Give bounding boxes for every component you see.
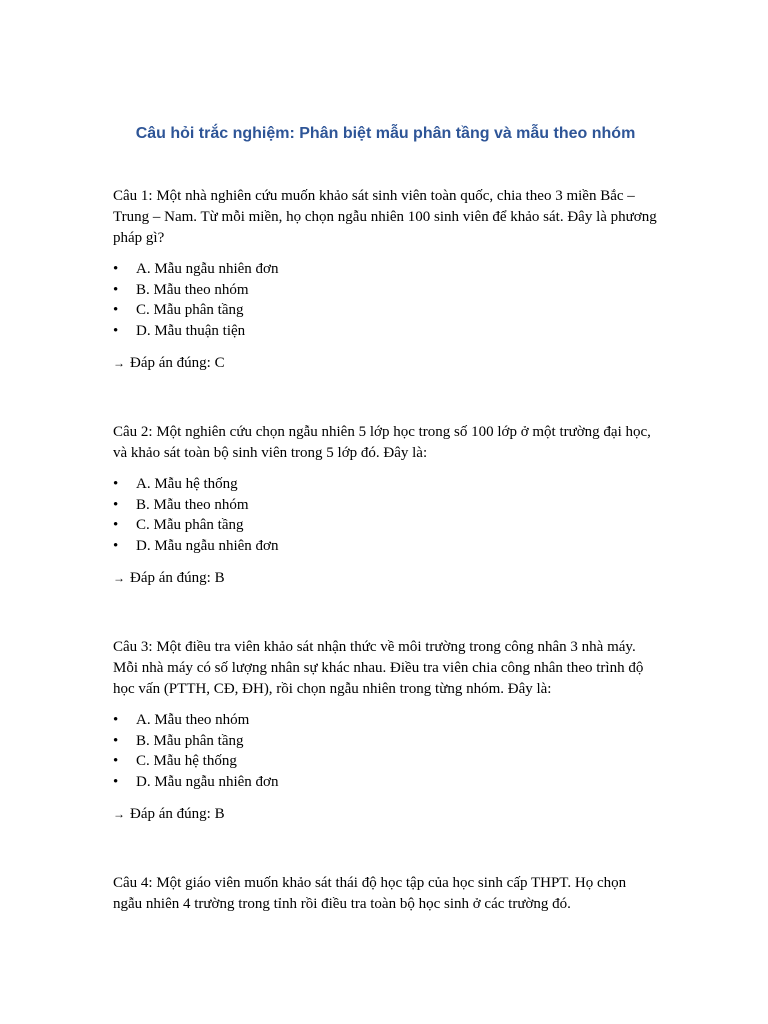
option-b [113, 495, 658, 516]
bullet-icon: • [113, 476, 119, 492]
option-label: D. Mẫu ngẫu nhiên đơn [136, 537, 279, 554]
option-a [113, 259, 658, 280]
option-label: C. Mẫu phân tầng [136, 517, 244, 533]
option-label: A. Mẫu ngẫu nhiên đơn [136, 261, 279, 277]
options-list [113, 710, 658, 792]
option-c [113, 751, 658, 772]
option-label: A. Mẫu theo nhóm [136, 712, 250, 728]
question-text: Câu 3: Một điều tra viên khảo sát nhận thức về môi trường trong công nhân 3 nhà máy. Mỗi nhà máy có số lượng nhân sự khác nhau. Điều tra viên chia công nhân theo trình độ học vấn (PTTH, CĐ, ĐH), rồi chọn ngẫu nhiên trong từng nhóm. Đây là: [113, 639, 644, 697]
question-3 [113, 637, 658, 825]
option-label: B. Mẫu theo nhóm [136, 496, 249, 513]
answer-text: Đáp án đúng: B [130, 570, 225, 586]
bullet-icon: • [113, 537, 119, 554]
question-text: Câu 1: Một nhà nghiên cứu muốn khảo sát sinh viên toàn quốc, chia theo 3 miền Bắc – Trung – Nam. Từ mỗi miền, họ chọn ngẫu nhiên 100 sinh viên để khảo sát. Đây là phương pháp gì? [113, 188, 657, 246]
answer-text: Đáp án đúng: C [130, 355, 225, 371]
option-d [113, 536, 658, 557]
option-label: C. Mẫu hệ thống [136, 753, 237, 769]
options-list [113, 259, 658, 341]
question-text: Câu 4: Một giáo viên muốn khảo sát thái độ học tập của học sinh cấp THPT. Họ chọn ngẫu nhiên 4 trường trong tỉnh rồi điều tra toàn bộ học sinh ở các trường đó. [113, 875, 627, 912]
option-c [113, 515, 658, 536]
arrow-right-icon: → [113, 356, 125, 370]
bullet-icon: • [113, 281, 119, 298]
question-2 [113, 422, 658, 589]
answer-line [113, 568, 658, 589]
question-1 [113, 186, 658, 374]
option-label: B. Mẫu phân tầng [136, 732, 244, 749]
question-4 [113, 873, 658, 915]
option-d [113, 321, 658, 342]
arrow-right-icon: → [113, 571, 125, 585]
option-a [113, 474, 658, 495]
bullet-icon: • [113, 773, 119, 790]
document-page [113, 120, 658, 925]
option-label: D. Mẫu ngẫu nhiên đơn [136, 773, 279, 790]
arrow-right-icon: → [113, 807, 125, 821]
bullet-icon: • [113, 496, 119, 513]
bullet-icon: • [113, 261, 119, 277]
option-label: C. Mẫu phân tầng [136, 302, 244, 318]
bullet-icon: • [113, 712, 119, 728]
option-label: B. Mẫu theo nhóm [136, 281, 249, 298]
bullet-icon: • [113, 322, 119, 339]
option-d [113, 772, 658, 793]
option-b [113, 280, 658, 301]
option-a [113, 710, 658, 731]
option-b [113, 731, 658, 752]
option-label: A. Mẫu hệ thống [136, 476, 238, 492]
bullet-icon: • [113, 753, 119, 769]
option-c [113, 300, 658, 321]
option-label: D. Mẫu thuận tiện [136, 322, 246, 339]
answer-line [113, 804, 658, 825]
bullet-icon: • [113, 302, 119, 318]
question-text: Câu 2: Một nghiên cứu chọn ngẫu nhiên 5 lớp học trong số 100 lớp ở một trường đại học, và khảo sát toàn bộ sinh viên trong 5 lớp đó. Đây là: [113, 424, 651, 461]
document-title: Câu hỏi trắc nghiệm: Phân biệt mẫu phân tầng và mẫu theo nhóm [135, 125, 636, 142]
bullet-icon: • [113, 517, 119, 533]
answer-line [113, 353, 658, 374]
answer-text: Đáp án đúng: B [130, 806, 225, 822]
options-list [113, 474, 658, 556]
bullet-icon: • [113, 732, 119, 749]
